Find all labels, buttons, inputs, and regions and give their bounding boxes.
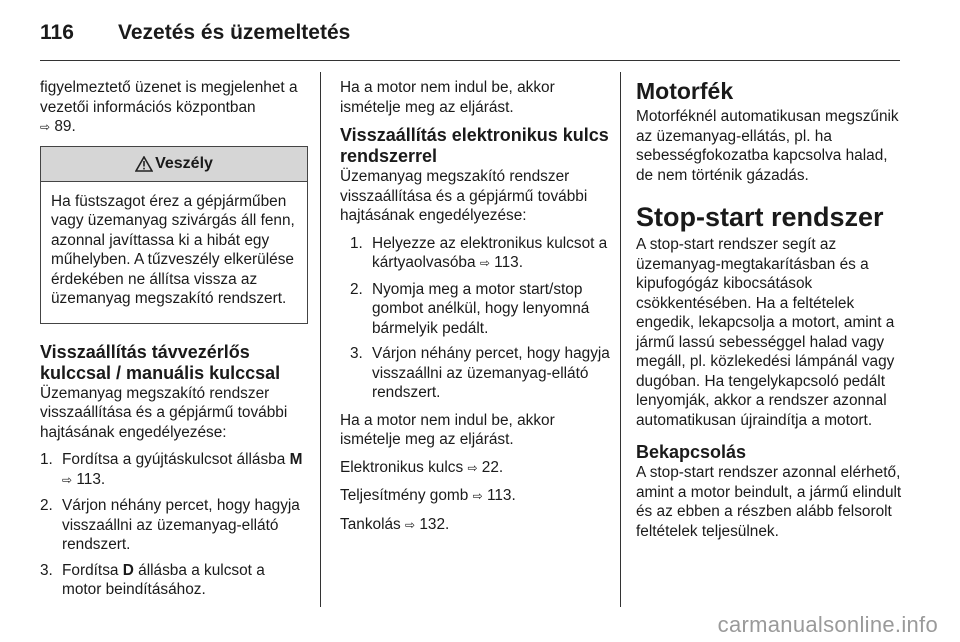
activation-text: A stop-start rendszer azonnal elérhető, amint a motor beindult, a jármű elindult és az ebben a részben alább felsorolt feltételek teljesülnek. bbox=[636, 464, 902, 540]
list-item: 2. Várjon néhány percet, hogy hagyja visszaállni az üzemanyag-ellátó rendszert. bbox=[40, 497, 300, 553]
section-heading-activation: Bekapcsolás bbox=[636, 442, 747, 462]
page-ref[interactable]: 22. bbox=[481, 458, 504, 476]
cross-reference-icon: ⇨ bbox=[479, 256, 490, 270]
section-lead: Üzemanyag megszakító rendszer visszaállítása és a gépjármű további hajtásának engedélyezése: bbox=[340, 168, 588, 224]
reference-line: Teljesítmény gomb ⇨ 113. bbox=[340, 487, 516, 504]
danger-title: Veszély bbox=[155, 154, 213, 172]
intro-paragraph: figyelmeztető üzenet is megjelenhet a vezetői információs központban ⇨ 89. bbox=[40, 79, 298, 135]
page-title: Vezetés és üzemeltetés bbox=[118, 21, 351, 44]
page-ref[interactable]: 113. bbox=[76, 470, 106, 488]
list-item: 3. Fordítsa D állásba a kulcsot a motor beindításához. bbox=[40, 561, 265, 598]
cross-reference-icon: ⇨ bbox=[467, 460, 478, 475]
page-ref[interactable]: 113. bbox=[486, 487, 516, 504]
list-item: 1. Fordítsa a gyújtáskulcsot állásba M ⇨ 113. bbox=[40, 451, 303, 488]
watermark: carmanualsonline.info bbox=[717, 612, 938, 637]
list-item: 3. Várjon néhány percet, hogy hagyja visszaállni az üzemanyag-ellátó rendszert. bbox=[350, 345, 610, 401]
section-lead: Üzemanyag megszakító rendszer visszaállítása és a gépjármű további hajtásának engedélyezése: bbox=[40, 384, 288, 441]
steps-list bbox=[40, 450, 308, 600]
page-ref[interactable]: 132. bbox=[419, 515, 450, 533]
page-header bbox=[40, 18, 350, 48]
danger-header bbox=[41, 147, 307, 182]
steps-list bbox=[350, 234, 610, 403]
column-divider bbox=[620, 72, 621, 607]
intro-page-ref[interactable]: 89. bbox=[54, 118, 76, 135]
reference-line: Tankolás ⇨ 132. bbox=[340, 515, 450, 533]
section-heading-engine-brake: Motorfék bbox=[636, 78, 734, 104]
page-ref[interactable]: 113. bbox=[494, 254, 523, 271]
retry-paragraph: Ha a motor nem indul be, akkor ismételje meg az eljárást. bbox=[340, 411, 555, 448]
column-2 bbox=[340, 78, 610, 543]
cross-reference-icon: ⇨ bbox=[472, 489, 483, 503]
reference-line: Elektronikus kulcs ⇨ 22. bbox=[340, 458, 504, 476]
column-1 bbox=[40, 78, 308, 608]
warning-triangle-icon bbox=[135, 156, 153, 172]
retry-paragraph: Ha a motor nem indul be, akkor ismételje meg az eljárást. bbox=[340, 79, 555, 116]
header-rule bbox=[40, 60, 900, 61]
cross-reference-icon: ⇨ bbox=[405, 517, 416, 532]
section-heading-stop-start: Stop-start rendszer bbox=[636, 202, 884, 232]
engine-brake-text: Motorféknél automatikusan megszűnik az üzemanyag-ellátás, pl. ha sebességfokozatba kapcsolva halad, de nem történik gázadás. bbox=[636, 108, 899, 184]
cross-reference-icon: ⇨ bbox=[40, 120, 51, 134]
section-heading-electronic-key: Visszaállítás elektronikus kulcs rendszerrel bbox=[340, 125, 609, 166]
stop-start-text: A stop-start rendszer segít az üzemanyag-megtakarításban és a kipufogógáz kibocsátások csökkentésében. Ha a feltételek engedik, lekapcsolja a motort, amint a jármű lassú sebességgel halad vagy megáll, pl. közlekedési lámpánál vagy dugóban. Ha tengelykapcsoló pedált lenyomják, akkor a rendszer azonnal automatikusan újraindítja a motort. bbox=[636, 236, 895, 429]
list-item: 2. Nyomja meg a motor start/stop gombot anélkül, hogy lenyomná bármelyik pedált. bbox=[350, 280, 590, 337]
section-heading-remote-key: Visszaállítás távvezérlős kulccsal / manuális kulccsal bbox=[40, 341, 281, 383]
column-divider bbox=[320, 72, 321, 607]
list-item: 1. Helyezze az elektronikus kulcsot a kártyaolvasóba ⇨ 113. bbox=[350, 234, 608, 271]
danger-text: Ha füstszagot érez a gépjárműben vagy üzemanyag szivárgás áll fenn, azonnal javíttassa ki a hibát egy műhelyben. A tűzveszély elkerülése érdekében ne állítsa vissza az üzemanyag megszakító rendszert. bbox=[51, 192, 295, 307]
column-3 bbox=[636, 78, 906, 549]
danger-box bbox=[40, 146, 308, 324]
cross-reference-icon: ⇨ bbox=[62, 472, 73, 487]
page-number: 116 bbox=[40, 21, 74, 44]
key-position-m: M bbox=[289, 451, 303, 468]
key-position-d: D bbox=[122, 561, 134, 579]
